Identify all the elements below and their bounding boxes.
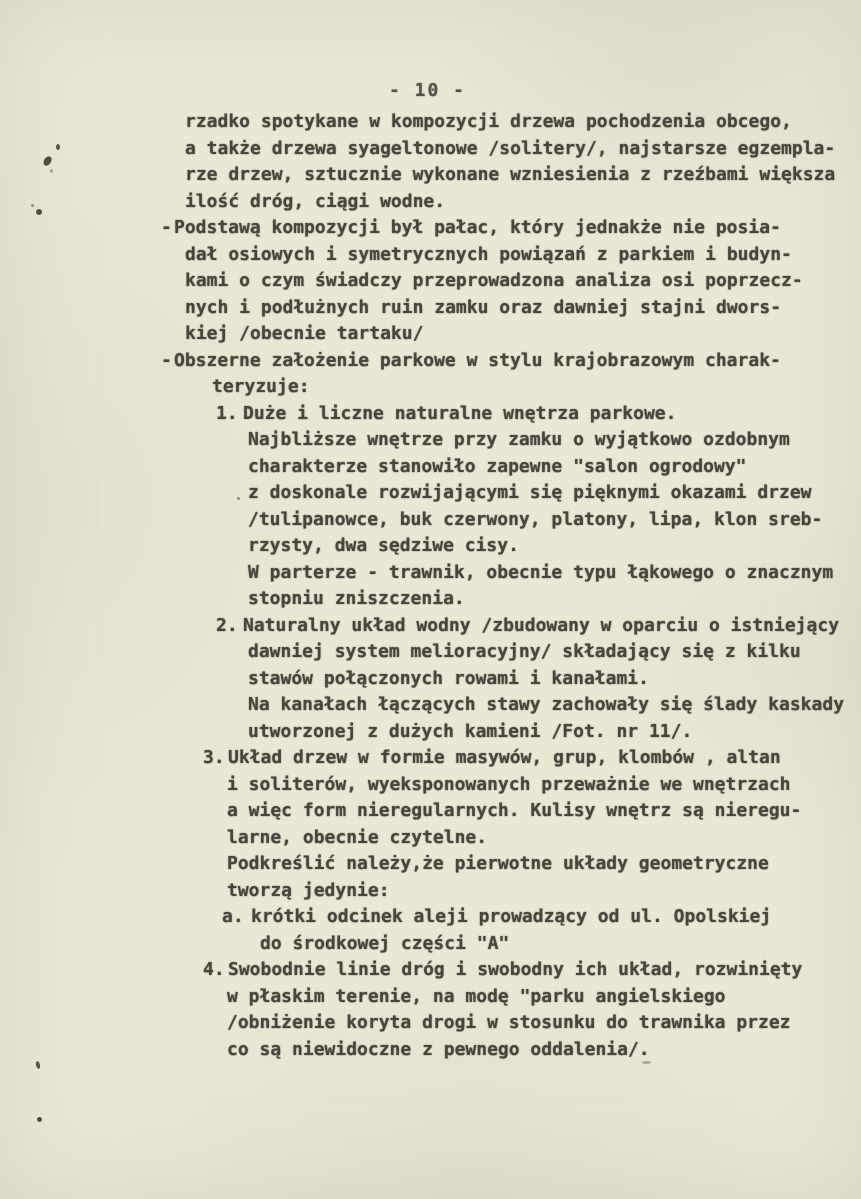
line-text: /tulipanowce, buk czerwony, platony, lipa, klon sreb- [248,508,823,530]
text-line [160,507,861,534]
line-text: Duże i liczne naturalne wnętrza parkowe. [243,402,677,424]
text-line [160,931,861,958]
ink-speck [42,155,53,167]
text-line [160,136,861,163]
line-text: utworzonej z dużych kamieni /Fot. nr 11/. [248,720,693,742]
text-line [160,427,861,454]
text-line [160,798,861,825]
line-text: W parterze - trawnik, obecnie typu łąkowego o znacznym [248,561,834,583]
text-line [160,242,861,269]
document-body [160,109,861,1063]
text-line [160,480,861,507]
ink-speck [642,1061,651,1064]
line-text: Najbliższe wnętrze przy zamku o wyjątkowo ozdobnym [248,429,790,450]
text-line [160,825,861,852]
text-line [160,109,861,136]
line-text: Podstawą kompozycji był pałac, który jednakże nie posia- [174,217,781,238]
line-text: nych i podłużnych ruin zamku oraz dawniej stajni dwors- [185,296,782,318]
text-line [160,321,861,348]
text-line [160,878,861,905]
lettered-item-line [160,904,861,931]
text-line [160,1037,861,1064]
text-line [160,295,861,322]
line-text: z doskonale rozwijającymi się pięknymi okazami drzew [248,482,812,503]
line-text: stawów połączonych rowami i kanałami. [248,667,649,689]
list-item-line [160,348,861,375]
text-line [160,984,861,1011]
ink-speck [237,497,240,500]
line-text: tworzą jedynie: [227,879,390,901]
ink-speck [37,1117,42,1122]
text-line [160,719,861,746]
number-list-marker: 1. [216,402,238,424]
number-list-marker: 2. [216,614,238,636]
line-text: Układ drzew w formie masywów, grup, klombów , altan [228,747,781,768]
line-text: kami o czym świadczy przeprowadzona analiza osi poprzecz- [185,270,803,291]
line-text: teryzuje: [212,376,310,397]
line-text: co są niewidoczne z pewnego oddalenia/. [227,1038,650,1060]
line-text: larne, obecnie czytelne. [227,826,488,848]
number-list-marker: 4. [203,959,225,980]
text-line [160,560,861,587]
numbered-item-line [160,613,861,640]
ink-speck [50,169,53,173]
line-text: charakterze stanowiło zapewne "salon ogrodowy" [248,455,747,477]
text-line [160,772,861,799]
text-line [160,692,861,719]
ink-speck [36,209,42,215]
ink-speck [56,144,60,150]
line-text: Na kanałach łączących stawy zachowały się ślady kaskady [248,694,845,715]
text-line [160,639,861,666]
line-text: krótki odcinek aleji prowadzący od ul. Opolskiej [251,906,772,927]
text-line [160,162,861,189]
text-line [160,666,861,693]
line-text: a więc form nieregularnych. Kulisy wnętrz są nieregu- [227,800,802,821]
line-text: rzadko spotykane w kompozycji drzewa pochodzenia obcego, [185,111,792,132]
line-text: rzysty, dwa sędziwe cisy. [248,535,519,556]
line-text: rze drzew, sztucznie wykonane wzniesienia z rzeźbami większa [185,164,836,185]
dash-list-marker: - [161,349,172,371]
text-line [160,851,861,878]
line-text: w płaskim terenie, na modę "parku angielskiego [227,985,726,1007]
line-text: do środkowej części "A" [260,932,510,954]
line-text: /obniżenie koryta drogi w stosunku do trawnika przez [227,1012,791,1033]
line-text: dawniej system melioracyjny/ składający się z kilku [248,641,801,662]
text-line [160,454,861,481]
dash-list-marker: - [161,217,172,238]
text-line [160,268,861,295]
numbered-item-line [160,401,861,428]
page-number: - 10 - [388,80,467,101]
line-text: ilość dróg, ciągi wodne. [185,190,446,212]
numbered-item-line [160,745,861,772]
line-text: Obszerne założenie parkowe w stylu krajobrazowym charak- [174,349,781,371]
line-text: i soliterów, wyeksponowanych przeważnie we wnętrzach [227,773,791,795]
numbered-item-line [160,957,861,984]
text-line [160,374,861,401]
line-text: Naturalny układ wodny /zbudowany w oparciu o istniejący [243,614,840,636]
line-text: kiej /obecnie tartaku/ [185,323,424,344]
line-text: Podkreślić należy,że pierwotne układy geometryczne [227,853,769,874]
text-line [160,533,861,560]
ink-speck [35,1061,41,1070]
line-text: Swobodnie linie dróg i swobodny ich układ, rozwinięty [228,959,803,980]
line-text: dał osiowych i symetrycznych powiązań z parkiem i budyn- [185,243,792,265]
list-item-line [160,215,861,242]
text-line [160,586,861,613]
line-text: stopniu zniszczenia. [248,588,465,609]
ink-speck [31,204,34,207]
letter-list-marker: a. [222,906,244,927]
text-line [160,189,861,216]
line-text: a także drzewa syageltonowe /solitery/, najstarsze egzempla- [185,137,836,159]
number-list-marker: 3. [203,747,225,768]
text-line [160,1010,861,1037]
